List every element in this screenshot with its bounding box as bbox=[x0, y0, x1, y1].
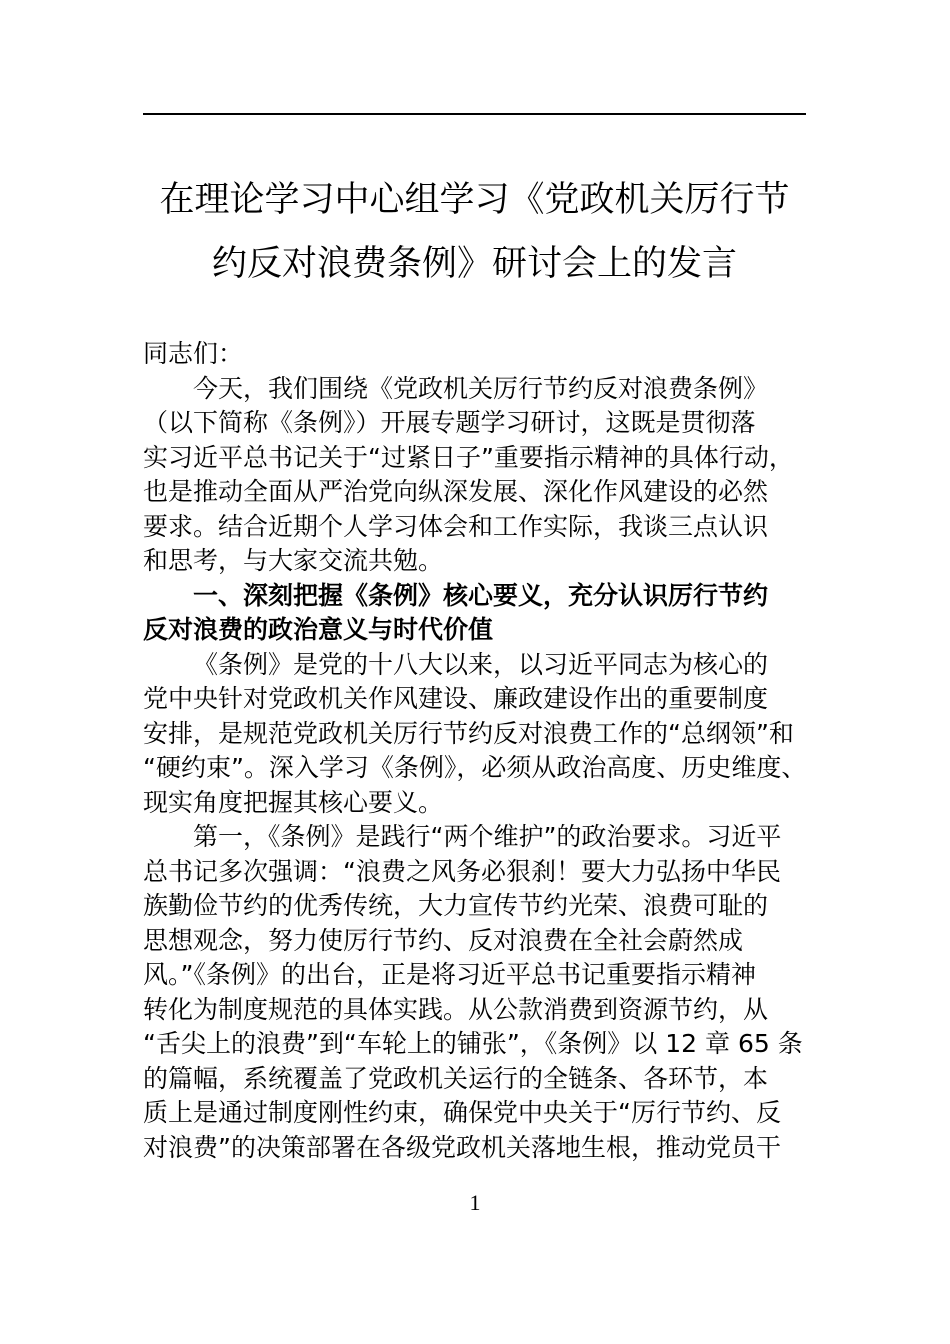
paragraph-line: 今天，我们围绕《党政机关厉行节约反对浪费条例》 bbox=[193, 373, 769, 403]
paragraph-line: 党中央针对党政机关作风建设、廉政建设作出的重要制度 bbox=[143, 684, 769, 713]
section-heading-line: 一、深刻把握《条例》核心要义，充分认识厉行节约 bbox=[193, 580, 769, 610]
paragraph-line: 风。”《条例》的出台，正是将习近平总书记重要指示精神 bbox=[143, 960, 756, 989]
paragraph-line: 思想观念，努力使厉行节约、反对浪费在全社会蔚然成 bbox=[143, 925, 744, 955]
paragraph-line: （以下简称《条例》）开展专题学习研讨，这既是贯彻落 bbox=[143, 408, 756, 437]
paragraph-line: 要求。结合近期个人学习体会和工作实际，我谈三点认识 bbox=[143, 511, 769, 541]
page-number: 1 bbox=[469, 1190, 481, 1215]
paragraph-line: 安排，是规范党政机关厉行节约反对浪费工作的“总纲领”和 bbox=[143, 718, 794, 748]
title-line-1: 在理论学习中心组学习《党政机关厉行节 bbox=[159, 180, 790, 220]
paragraph-line: 的篇幅，系统覆盖了党政机关运行的全链条、各环节，本 bbox=[143, 1063, 769, 1093]
paragraph-line: 现实角度把握其核心要义。 bbox=[143, 787, 444, 817]
document-body bbox=[143, 337, 806, 1165]
paragraph-line: “硬约束”。深入学习《条例》，必须从政治高度、历史维度、 bbox=[143, 753, 807, 782]
paragraph-line: 转化为制度规范的具体实践。从公款消费到资源节约，从 bbox=[143, 994, 769, 1024]
paragraph-line: 和思考，与大家交流共勉。 bbox=[143, 546, 444, 575]
paragraph-line: “舌尖上的浪费”到“车轮上的铺张”，《条例》以 12 章 65 条 bbox=[143, 1029, 803, 1058]
paragraph-line: 族勤俭节约的优秀传统，大力宣传节约光荣、浪费可耻的 bbox=[143, 891, 769, 920]
paragraph-line: 总书记多次强调：“浪费之风务必狠刹！要大力弘扬中华民 bbox=[143, 856, 781, 886]
header-rule bbox=[143, 113, 806, 115]
paragraph-line: 第一，《条例》是践行“两个维护”的政治要求。习近平 bbox=[193, 822, 782, 851]
section-heading-line: 反对浪费的政治意义与时代价值 bbox=[143, 615, 494, 644]
paragraph-line: 也是推动全面从严治党向纵深发展、深化作风建设的必然 bbox=[143, 477, 769, 506]
paragraph-line: 对浪费”的决策部署在各级党政机关落地生根，推动党员干 bbox=[143, 1132, 781, 1162]
paragraph-line: 质上是通过制度刚性约束，确保党中央关于“厉行节约、反 bbox=[143, 1098, 781, 1127]
salutation: 同志们： bbox=[143, 339, 244, 368]
title-line-2: 约反对浪费条例》研讨会上的发言 bbox=[211, 244, 737, 284]
paragraph-line: 《条例》是党的十八大以来，以习近平同志为核心的 bbox=[193, 649, 769, 679]
paragraph-line: 实习近平总书记关于“过紧日子”重要指示精神的具体行动， bbox=[143, 442, 794, 472]
document-title bbox=[143, 168, 806, 296]
